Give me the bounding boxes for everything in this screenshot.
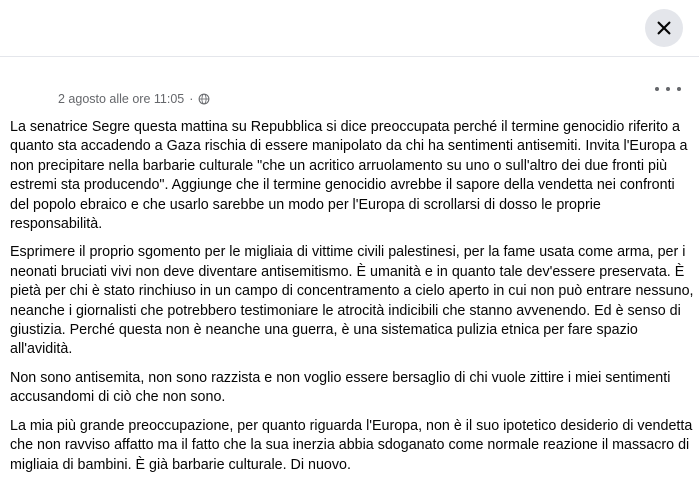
post-meta bbox=[58, 92, 210, 106]
more-options-icon bbox=[655, 87, 659, 91]
post-timestamp[interactable]: 2 agosto alle ore 11:05 bbox=[58, 92, 185, 106]
close-button[interactable] bbox=[645, 9, 683, 47]
meta-separator: · bbox=[189, 92, 194, 106]
dialog-header bbox=[0, 0, 699, 57]
globe-icon[interactable] bbox=[198, 93, 210, 105]
more-options-icon bbox=[677, 87, 681, 91]
close-icon bbox=[655, 19, 673, 37]
post-text bbox=[10, 118, 694, 484]
more-options-icon bbox=[666, 87, 670, 91]
post-paragraph: La mia più grande preoccupazione, per quanto riguarda l'Europa, non è il suo ipotetico desiderio di vendetta che non ravviso affatto ma il fatto che la sua inerzia abbia sdoganato come normale reazione il massacro di migliaia di bambini. È già barbarie culturale. Di nuovo. bbox=[10, 417, 693, 473]
post-paragraph: Esprimere il proprio sgomento per le migliaia di vittime civili palestinesi, per la fame usata come arma, per i neonati bruciati vivi non deve diventare antisemitismo. È umanità e in quanto tale dev'essere preservata. È pietà per chi è stato rinchiuso in un campo di concentramento a cielo aperto in cui non può entrare nessuno, neanche i giornalisti che potrebbero testimoniare le atrocità indicibili che stanno avvenendo. Ed è senso di giustizia. Perché questa non è neanche una guerra, è una sistematica pulizia etnica per fare spazio all'avidità. bbox=[10, 244, 694, 358]
post-paragraph: La senatrice Segre questa mattina su Repubblica si dice preoccupata perché il termine genocidio riferito a quanto sta accadendo a Gaza rischia di essere manipolato da chi ha sentimenti antisemiti. Invita l'Europa a non precipitare nella barbarie culturale "che un acritico arruolamento su uno o sull'altro dei due fronti più estremi sta producendo". Aggiunge che il termine genocidio avrebbe il sapore della vendetta nei confronti del popolo ebraico e che usarlo sarebbe un modo per l'Europa di scrollarsi di dosso le proprie responsabilità. bbox=[10, 119, 688, 233]
more-options-button[interactable] bbox=[655, 82, 681, 96]
post-paragraph: Non sono antisemita, non sono razzista e non voglio essere bersaglio di chi vuole zittire i miei sentimenti accusandomi di ciò che non sono. bbox=[10, 369, 671, 406]
